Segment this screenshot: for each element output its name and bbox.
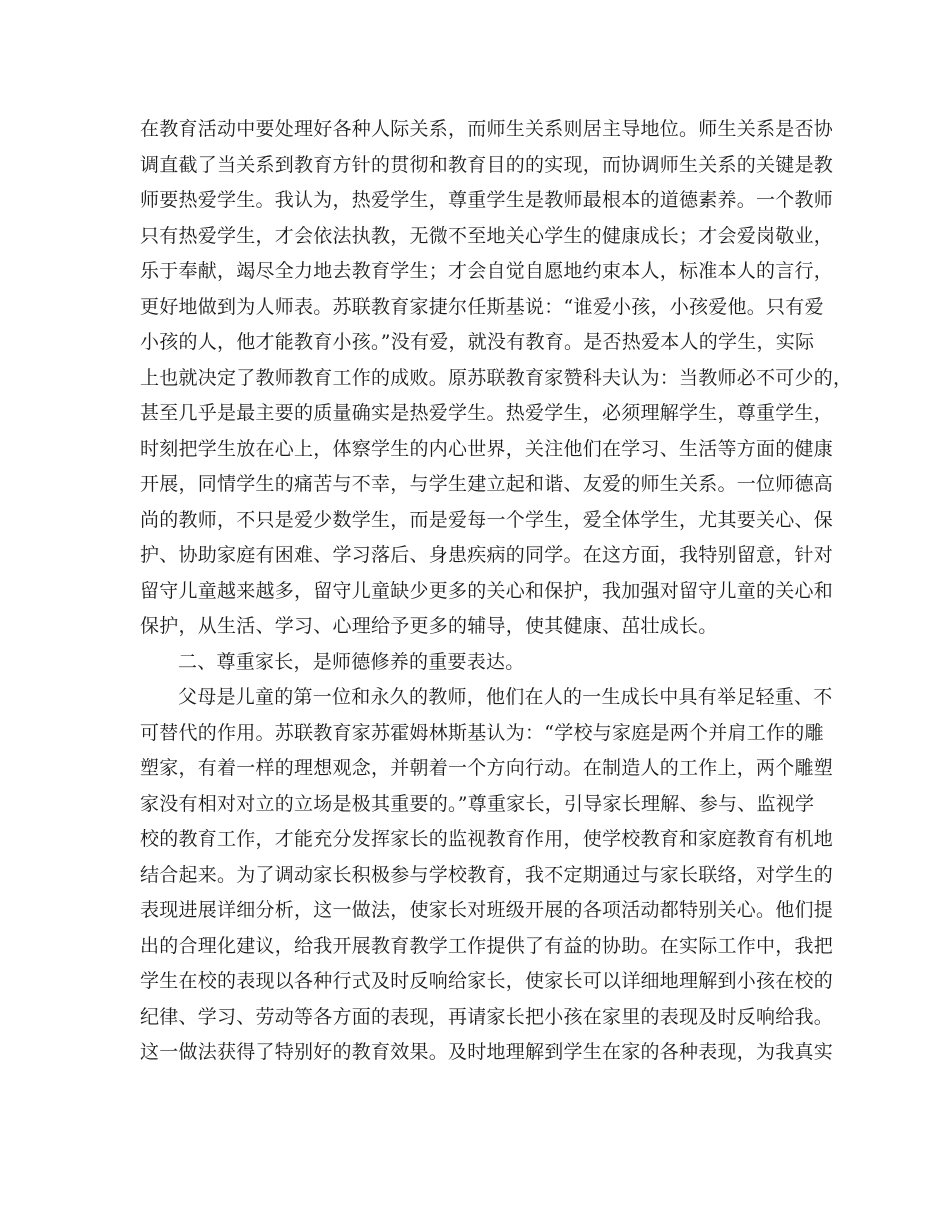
text-line: 护、协助家庭有困难、学习落后、身患疾病的同学。在这方面，我特别留意，针对: [140, 544, 834, 566]
text-line: 更好地做到为人师表。苏联教育家捷尔任斯基说：“谁爱小孩，小孩爱他。只有爱: [140, 295, 824, 318]
text-line: 校的教育工作，才能充分发挥家长的监视教育作用，使学校教育和家庭教育有机地: [140, 828, 834, 850]
text-line: 只有热爱学生，才会依法执教，无微不至地关心学生的健康成长；才会爱岗敬业，: [140, 224, 834, 247]
text-line: 调直截了当关系到教育方针的贯彻和教育目的的实现，而协调师生关系的关键是教: [140, 153, 834, 176]
text-line: 塑家，有着一样的理想观念，并朝着一个方向行动。在制造人的工作上，两个雕塑: [140, 757, 834, 779]
text-line: 可替代的作用。苏联教育家苏霍姆林斯基认为：“学校与家庭是两个并肩工作的雕: [140, 721, 824, 744]
text-line: 纪律、学习、劳动等各方面的表现，再请家长把小孩在家里的表现及时反响给我。: [140, 1005, 834, 1028]
text-line: 上也就决定了教师教育工作的成败。原苏联教育家赞科夫认为：当教师必不可少的，: [140, 366, 853, 389]
text-line: 时刻把学生放在心上，体察学生的内心世界，关注他们在学习、生活等方面的健康: [140, 437, 834, 460]
paragraph-first-line: 父母是儿童的第一位和永久的教师，他们在人的一生成长中具有举足轻重、不: [178, 686, 833, 708]
text-line: 留守儿童越来越多，留守儿童缺少更多的关心和保护，我加强对留守儿童的关心和: [140, 579, 834, 602]
paragraph-first-line: 二、尊重家长，是师德修养的重要表达。: [178, 650, 525, 673]
text-line: 尚的教师，不只是爱少数学生，而是爱每一个学生，爱全体学生，尤其要关心、保: [140, 508, 834, 531]
text-line: 开展，同情学生的痛苦与不幸，与学生建立起和谐、友爱的师生关系。一位师德高: [140, 473, 834, 495]
text-line: 甚至几乎是最主要的质量确实是热爱学生。热爱学生，必须理解学生，尊重学生，: [140, 402, 834, 424]
document-body: [140, 112, 853, 1071]
text-line: 这一做法获得了特别好的教育效果。及时地理解到学生在家的各种表现，为我真实: [140, 1041, 834, 1063]
text-line: 结合起来。为了调动家长积极参与学校教育，我不定期通过与家长联络，对学生的: [140, 863, 834, 886]
text-line: 保护，从生活、学习、心理给予更多的辅导，使其健康、茁壮成长。: [140, 615, 718, 637]
text-line: 学生在校的表现以各种行式及时反响给家长，使家长可以详细地理解到小孩在校的: [140, 970, 834, 992]
text-line: 师要热爱学生。我认为，热爱学生，尊重学生是教师最根本的道德素养。一个教师: [140, 189, 834, 211]
text-line: 在教育活动中要处理好各种人际关系，而师生关系则居主导地位。师生关系是否协: [140, 118, 834, 140]
text-line: 表现进展详细分析，这一做法，使家长对班级开展的各项活动都特别关心。他们提: [140, 899, 834, 921]
text-line: 家没有相对对立的立场是极其重要的。”尊重家长，引导家长理解、参与、监视学: [140, 792, 815, 815]
text-line: 出的合理化建议，给我开展教育教学工作提供了有益的协助。在实际工作中，我把: [140, 934, 834, 957]
text-line: 小孩的人，他才能教育小孩。”没有爱，就没有教育。是否热爱本人的学生，实际: [140, 331, 815, 353]
text-line: 乐于奉献，竭尽全力地去教育学生；才会自觉自愿地约束本人，标准本人的言行，: [140, 260, 834, 282]
